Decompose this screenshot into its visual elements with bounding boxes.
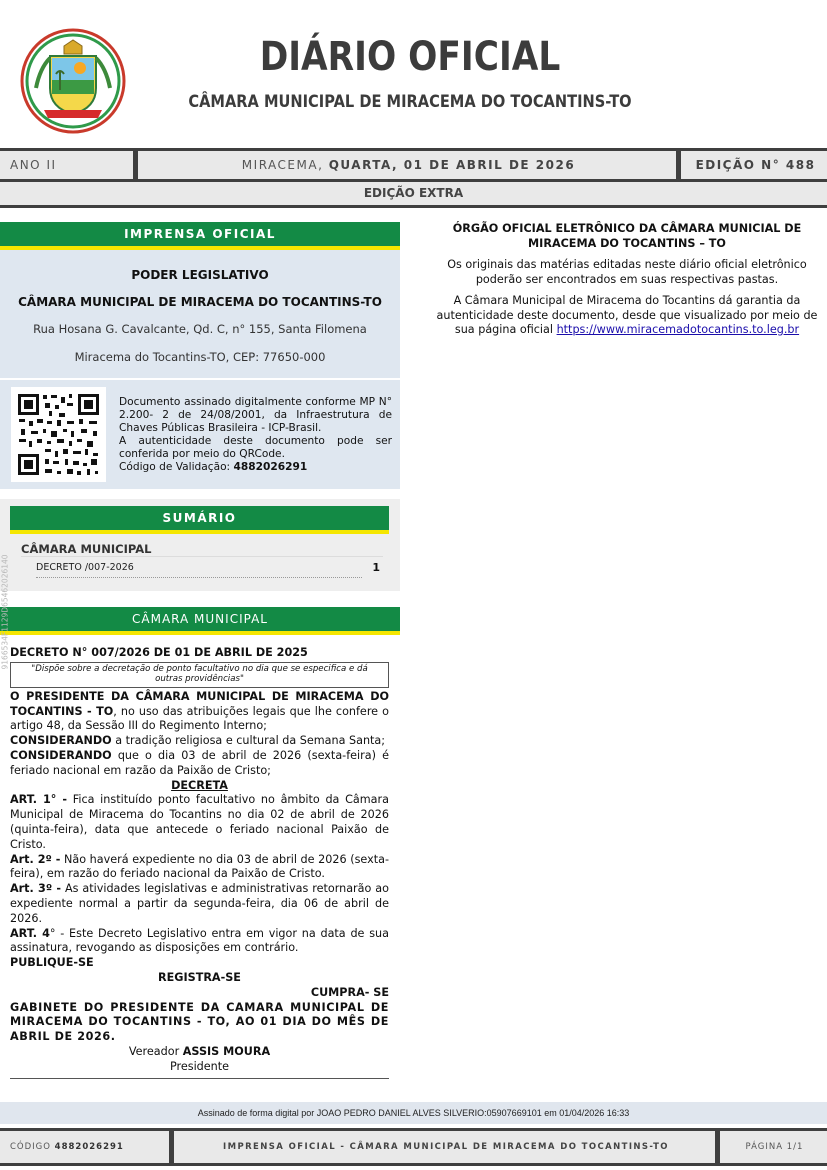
official-organ-notice bbox=[432, 222, 822, 345]
article-text: ° - Este Decreto Legislativo entra em vigor na data de sua assinatura, revogando as disposições em contrário. bbox=[10, 926, 389, 955]
edition-extra-label: EDIÇÃO EXTRA bbox=[0, 182, 827, 208]
date-label bbox=[140, 151, 677, 179]
footer-code-label: CÓDIGO bbox=[10, 1142, 51, 1152]
poder-legislativo: PODER LEGISLATIVO bbox=[131, 268, 269, 282]
article-text: Não haverá expediente no dia 03 de abril de 2026 (sexta-feira), em razão do feriado nacional da Paixão de Cristo. bbox=[10, 852, 389, 881]
decree-summary: "Dispõe sobre a decretação de ponto facultativo no dia que se especifica e dá outras providências" bbox=[10, 662, 389, 688]
preamble-bold: O PRESIDENTE DA CÂMARA MUNICIPAL DE MIRACEMA DO TOCANTINS - TO bbox=[10, 689, 389, 718]
divider bbox=[715, 1131, 720, 1163]
decree-preamble bbox=[10, 690, 389, 734]
summary-box bbox=[0, 499, 400, 591]
article-text: Fica instituído ponto facultativo no âmbito da Câmara Municipal de Miracema do Tocantins no dia 02 de abril de 2026 (quinta-feira), data que antecede o feriado nacional Paixão de Cristo. bbox=[10, 793, 389, 851]
official-site-link[interactable]: https://www.miracemadotocantins.to.leg.br bbox=[556, 323, 800, 336]
yellow-stripe bbox=[10, 530, 389, 534]
article-label: ART. 4 bbox=[10, 926, 50, 940]
registra-se: REGISTRA-SE bbox=[158, 970, 241, 984]
edition-number: EDIÇÃO N° 488 bbox=[695, 158, 816, 172]
footer-code-value: 4882026291 bbox=[54, 1142, 124, 1152]
divider bbox=[133, 151, 138, 179]
page-title: DIÁRIO OFICIAL bbox=[259, 34, 561, 80]
validation-label: Código de Validação: bbox=[119, 461, 231, 473]
authenticity-statement: A autenticidade deste documento pode ser conferida por meio do QRCode. bbox=[119, 435, 392, 460]
organ-title: ÓRGÃO OFICIAL ELETRÔNICO DA CÂMARA MUNICIAL DE MIRACEMA DO TOCANTINS – TO bbox=[452, 222, 802, 250]
article-3 bbox=[10, 882, 389, 926]
footer-code bbox=[10, 1131, 124, 1163]
city-cep: Miracema do Tocantins-TO, CEP: 77650-000 bbox=[74, 350, 326, 364]
article-label: ART. 1° - bbox=[10, 793, 68, 807]
date-value: QUARTA, 01 DE ABRIL DE 2026 bbox=[328, 158, 576, 172]
footer-title: IMPRENSA OFICIAL - CÂMARA MUNICIPAL DE MIRACEMA DO TOCANTINS-TO bbox=[223, 1142, 669, 1152]
year-label: ANO II bbox=[10, 158, 57, 172]
divider bbox=[21, 556, 383, 557]
cumpra-se: CUMPRA- SE bbox=[310, 985, 389, 999]
imprensa-info-box bbox=[0, 250, 400, 378]
page-footer bbox=[0, 1128, 827, 1166]
page-header bbox=[0, 0, 827, 148]
signatory-role: Presidente bbox=[169, 1059, 230, 1073]
page-subtitle: CÂMARA MUNICIPAL DE MIRACEMA DO TOCANTINS-TO bbox=[188, 92, 632, 112]
signatory bbox=[10, 1045, 389, 1060]
summary-item-label[interactable]: DECRETO /007-2026 bbox=[36, 562, 134, 573]
decreta-heading: DECRETA bbox=[171, 778, 228, 792]
city-label: MIRACEMA, bbox=[241, 158, 324, 172]
edition-info-bar bbox=[0, 148, 827, 182]
address: Rua Hosana G. Cavalcante, Qd. C, n° 155, Santa Filomena bbox=[33, 322, 367, 336]
validation-code: 4882026291 bbox=[233, 461, 308, 473]
gabinete-statement: GABINETE DO PRESIDENTE DA CAMARA MUNICIPAL DE MIRACEMA DO TOCANTINS - TO, AO 01 DIA DO MÊS DE ABRIL DE 2026. bbox=[10, 1000, 389, 1044]
section-heading: CÂMARA MUNICIPAL bbox=[0, 607, 400, 631]
divider bbox=[10, 1078, 389, 1079]
signatory-title: Vereador bbox=[128, 1044, 180, 1058]
decree-body bbox=[10, 646, 389, 1079]
considerando-label: CONSIDERANDO bbox=[10, 734, 112, 748]
divider bbox=[169, 1131, 174, 1163]
camara-name: CÂMARA MUNICIPAL DE MIRACEMA DO TOCANTINS-TO bbox=[18, 295, 382, 309]
summary-heading: SUMÁRIO bbox=[10, 506, 389, 530]
article-label: Art. 2º - bbox=[10, 852, 61, 866]
publique-se: PUBLIQUE-SE bbox=[10, 956, 94, 970]
qr-code-icon[interactable] bbox=[11, 387, 106, 482]
vertical-id-text: 9166534F1129D65462026140 bbox=[0, 554, 10, 670]
divider bbox=[676, 151, 681, 179]
considerando-text: a tradição religiosa e cultural da Semana Santa; bbox=[111, 734, 386, 748]
signature-box bbox=[0, 380, 400, 489]
article-1 bbox=[10, 793, 389, 852]
considerando-1 bbox=[10, 734, 389, 749]
article-4 bbox=[10, 927, 389, 957]
footer-page: PÁGINA 1/1 bbox=[745, 1142, 804, 1152]
considerando-2 bbox=[10, 749, 389, 779]
signature-text bbox=[119, 396, 392, 474]
imprensa-heading: IMPRENSA OFICIAL bbox=[0, 222, 400, 246]
organ-paragraph-2-text: A Câmara Municipal de Miracema do Tocantins dá garantia da autenticidade deste documento, desde que visualizado por meio de sua página oficial bbox=[436, 294, 818, 336]
dotted-leader bbox=[36, 577, 362, 578]
yellow-stripe bbox=[0, 631, 400, 635]
considerando-label: CONSIDERANDO bbox=[10, 748, 112, 762]
municipal-seal-icon bbox=[20, 28, 126, 134]
considerando-text: que o dia 03 de abril de 2026 (sexta-feira) é feriado nacional em razão da Paixão de Cristo; bbox=[10, 748, 389, 777]
article-label: Art. 3º - bbox=[10, 882, 62, 896]
digital-signature-note: Assinado de forma digital por JOAO PEDRO DANIEL ALVES SILVERIO:05907669101 em 01/04/2026 16:33 bbox=[0, 1102, 827, 1124]
decree-title: DECRETO N° 007/2026 DE 01 DE ABRIL DE 2025 bbox=[10, 646, 308, 659]
summary-item-page: 1 bbox=[372, 561, 380, 574]
summary-category: CÂMARA MUNICIPAL bbox=[21, 542, 152, 556]
article-text: As atividades legislativas e administrativas retornarão ao expediente normal a partir da segunda-feira, dia 06 de abril de 2026. bbox=[10, 882, 389, 925]
organ-paragraph-2 bbox=[432, 294, 822, 338]
article-2 bbox=[10, 853, 389, 883]
signatory-name: ASSIS MOURA bbox=[182, 1044, 271, 1058]
signature-statement: Documento assinado digitalmente conforme MP N° 2.200- 2 de 24/08/2001, da Infraestrutura de Chaves Públicas Brasileira - ICP-Brasil. bbox=[119, 396, 392, 434]
preamble-text: , no uso das atribuições legais que lhe confere o artigo 48, da Sessão III do Regimento Interno; bbox=[10, 704, 389, 733]
organ-paragraph-1: Os originais das matérias editadas neste diário oficial eletrônico poderão ser encontrados em suas respectivas pastas. bbox=[447, 258, 807, 286]
